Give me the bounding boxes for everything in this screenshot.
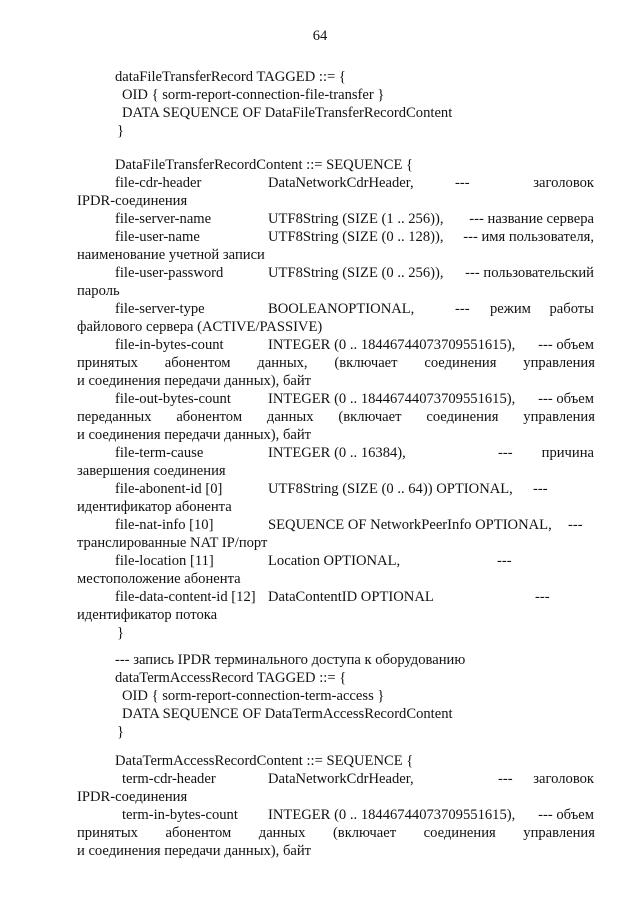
word: (включает — [332, 825, 397, 841]
field-comment-cont: IPDR-соединения — [77, 193, 188, 209]
field-comment: --- имя пользователя, — [463, 229, 594, 245]
code-line: dataTermAccessRecord TAGGED ::= { — [115, 670, 347, 686]
field-type: Location OPTIONAL, — [268, 553, 401, 569]
field-comment-cont: завершения соединения — [77, 463, 226, 479]
field-name: term-cdr-header — [122, 771, 216, 787]
field-type: DataContentID OPTIONAL — [268, 589, 434, 605]
field-comment-cont: пароль — [77, 283, 120, 299]
field-comment: --- пользовательский — [465, 265, 594, 281]
field-comment: причина — [541, 445, 594, 461]
field-comment-cont: идентификатор потока — [77, 607, 218, 623]
field-dash: --- — [498, 445, 513, 461]
code-line: DataTermAccessRecordContent ::= SEQUENCE { — [115, 753, 414, 769]
word: абонентом — [164, 355, 231, 371]
field-name: file-term-cause — [115, 445, 204, 461]
code-line: } — [117, 724, 125, 740]
code-line: DataFileTransferRecordContent ::= SEQUENCE { — [115, 157, 414, 173]
field-comment-cont: IPDR-соединения — [77, 789, 188, 805]
word: (включает — [338, 409, 402, 425]
word: управления — [523, 825, 595, 841]
field-name: file-abonent-id [0] — [115, 481, 223, 497]
field-comment: заголовок — [533, 175, 594, 191]
field-dash: --- — [455, 301, 470, 317]
field-name: file-out-bytes-count — [115, 391, 231, 407]
word: управления — [523, 355, 595, 371]
field-comment: --- объем — [538, 337, 594, 353]
field-comment-cont: файлового сервера (ACTIVE/PASSIVE) — [77, 319, 323, 335]
field-comment-cont — [77, 354, 595, 372]
word: принятых — [77, 825, 138, 841]
field-type: SEQUENCE OF NetworkPeerInfo OPTIONAL, — [268, 517, 552, 533]
field-comment: --- объем — [538, 391, 594, 407]
field-type: INTEGER (0 .. 18446744073709551615), — [268, 807, 516, 823]
field-name: file-in-bytes-count — [115, 337, 224, 353]
field-dash: --- — [498, 771, 513, 787]
field-name: file-server-name — [115, 211, 212, 227]
word: абонентом — [176, 409, 243, 425]
word: данных — [258, 825, 306, 841]
word: соединения — [424, 355, 497, 371]
page-number: 64 — [312, 28, 328, 44]
word: соединения — [423, 825, 496, 841]
word: переданных — [77, 409, 152, 425]
field-name: term-in-bytes-count — [122, 807, 238, 823]
field-type: BOOLEANOPTIONAL, — [268, 301, 415, 317]
word: управления — [523, 409, 595, 425]
code-comment: --- запись IPDR терминального доступа к оборудованию — [115, 652, 466, 668]
field-dash: --- — [455, 175, 470, 191]
field-type: DataNetworkCdrHeader, — [268, 175, 414, 191]
field-type: DataNetworkCdrHeader, — [268, 771, 414, 787]
field-comment-cont — [77, 408, 595, 426]
code-line: DATA SEQUENCE OF DataTermAccessRecordContent — [122, 706, 453, 722]
code-line: dataFileTransferRecord TAGGED ::= { — [115, 69, 346, 85]
field-type: INTEGER (0 .. 18446744073709551615), — [268, 391, 516, 407]
word: соединения — [426, 409, 499, 425]
field-comment: работы — [549, 301, 594, 317]
word: данных — [266, 409, 314, 425]
field-comment-cont: и соединения передачи данных), байт — [77, 373, 312, 389]
code-line: OID { sorm-report-connection-file-transfer } — [122, 87, 385, 103]
field-comment: --- объем — [538, 807, 594, 823]
code-line: DATA SEQUENCE OF DataFileTransferRecordContent — [122, 105, 453, 121]
field-dash: --- — [535, 589, 550, 605]
word: (включает — [334, 355, 398, 371]
field-comment-cont: и соединения передачи данных), байт — [77, 843, 312, 859]
field-dash: --- — [497, 553, 512, 569]
field-dash: --- — [533, 481, 548, 497]
field-comment-cont: транслированные NAT IP/порт — [77, 535, 268, 551]
field-comment-cont: идентификатор абонента — [77, 499, 232, 515]
field-name: file-location [11] — [115, 553, 214, 569]
field-comment-cont: наименование учетной записи — [77, 247, 265, 263]
field-name: file-user-name — [115, 229, 200, 245]
field-type: INTEGER (0 .. 18446744073709551615), — [268, 337, 516, 353]
field-comment-cont — [77, 824, 595, 842]
field-type: UTF8String (SIZE (0 .. 128)), — [268, 229, 444, 245]
field-type: UTF8String (SIZE (0 .. 64)) OPTIONAL, — [268, 481, 513, 497]
word: принятых — [77, 355, 138, 371]
field-name: file-data-content-id [12] — [115, 589, 256, 605]
field-comment-cont: и соединения передачи данных), байт — [77, 427, 312, 443]
field-dash: --- — [568, 517, 583, 533]
code-line: } — [117, 625, 125, 641]
field-comment: заголовок — [533, 771, 594, 787]
code-line: } — [117, 123, 125, 139]
field-name: file-cdr-header — [115, 175, 202, 191]
field-name: file-user-password — [115, 265, 224, 281]
word: данных, — [257, 355, 308, 371]
field-comment: режим — [490, 301, 531, 317]
field-type: UTF8String (SIZE (0 .. 256)), — [268, 265, 444, 281]
code-line: OID { sorm-report-connection-term-access } — [122, 688, 385, 704]
field-name: file-server-type — [115, 301, 205, 317]
field-comment-cont: местоположение абонента — [77, 571, 241, 587]
field-type: UTF8String (SIZE (1 .. 256)), — [268, 211, 444, 227]
field-comment: --- название сервера — [469, 211, 594, 227]
word: абонентом — [165, 825, 232, 841]
field-type: INTEGER (0 .. 16384), — [268, 445, 406, 461]
field-name: file-nat-info [10] — [115, 517, 214, 533]
